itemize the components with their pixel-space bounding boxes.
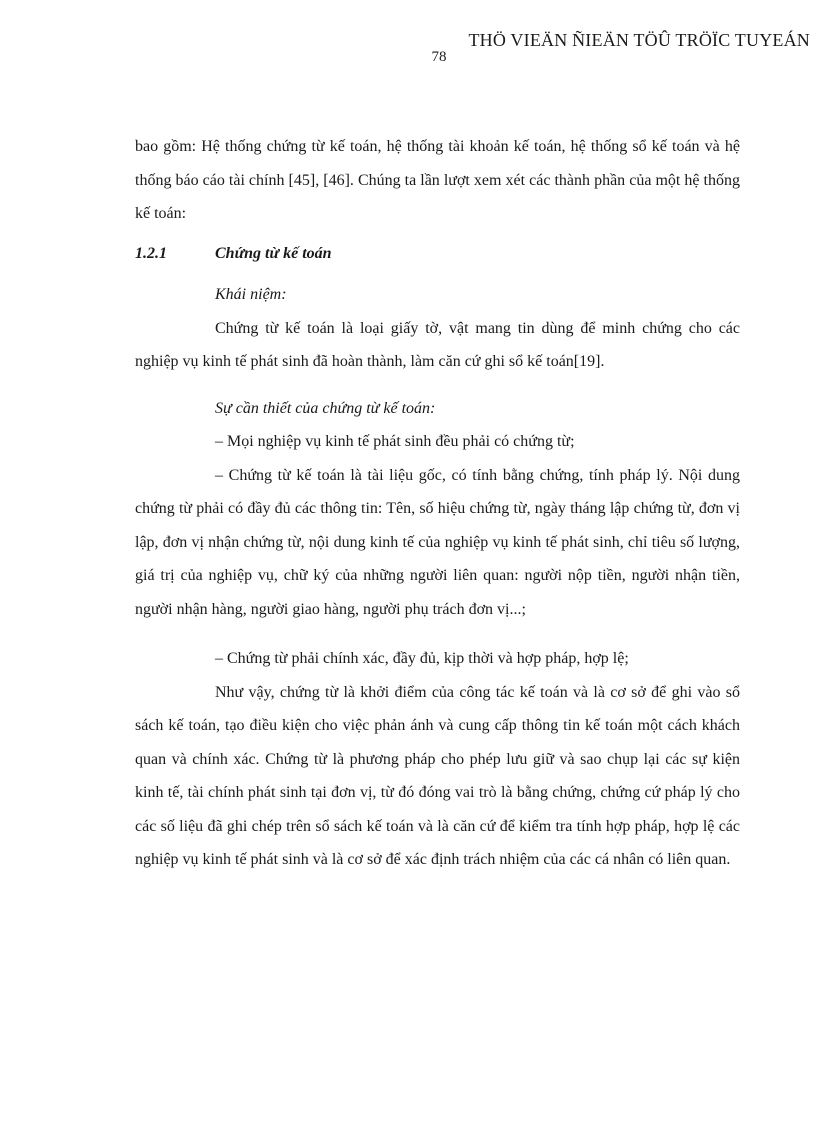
bullet-item: – Mọi nghiệp vụ kinh tế phát sinh đều phải có chứng từ;	[215, 433, 575, 450]
bullet-item: – Chứng từ kế toán là tài liệu gốc, có tính bằng chứng, tính pháp lý. Nội dung chứng từ phải có đầy đủ các thông tin: Tên, số hiệu chứng từ, ngày tháng lập chứng từ, đơn vị lập, đơn vị nhận chứng từ, nội dung kinh tế của nghiệp vụ kinh tế phát sinh, chỉ tiêu số lượng, giá trị của nghiệp vụ, chữ ký của những người liên quan: người nộp tiền, người nhận tiền, người nhận hàng, người giao hàng, người phụ trách đơn vị...;	[135, 466, 740, 618]
concept-label: Khái niệm:	[215, 286, 287, 303]
page-number: 78	[431, 49, 447, 65]
library-watermark: THÖ VIEÄN ÑIEÄN TÖÛ TRÖÏC TUYEÁN	[468, 30, 810, 50]
page-body	[135, 130, 740, 877]
section-title: Chứng từ kế toán	[215, 244, 332, 262]
section-number: 1.2.1	[135, 244, 167, 262]
section-heading	[135, 237, 740, 271]
necessity-label: Sự cần thiết của chứng từ kế toán:	[215, 399, 436, 417]
concept-paragraph: Chứng từ kế toán là loại giấy tờ, vật mang tin dùng để minh chứng cho các nghiệp vụ kinh tế phát sinh đã hoàn thành, làm căn cứ ghi sổ kế toán[19].	[135, 319, 740, 370]
bullet-item: – Chứng từ phải chính xác, đầy đủ, kịp thời và hợp pháp, hợp lệ;	[215, 650, 629, 667]
intro-paragraph: bao gồm: Hệ thống chứng từ kế toán, hệ thống tài khoản kế toán, hệ thống sổ kế toán và hệ thống báo cáo tài chính [45], [46]. Chúng ta lần lượt xem xét các thành phần của một hệ thống kế toán:	[135, 138, 740, 222]
conclusion-paragraph: Như vậy, chứng từ là khởi điểm của công tác kế toán và là cơ sở để ghi vào sổ sách kế toán, tạo điều kiện cho việc phản ánh và cung cấp thông tin kế toán một cách khách quan và chính xác. Chứng từ là phương pháp cho phép lưu giữ và sao chụp lại các sự kiện kinh tế, tài chính phát sinh tại đơn vị, từ đó đóng vai trò là bằng chứng, chứng cứ pháp lý cho các số liệu đã ghi chép trên sổ sách kế toán và là căn cứ để kiểm tra tính hợp pháp, hợp lệ các nghiệp vụ kinh tế phát sinh và là cơ sở để xác định trách nhiệm của các cá nhân có liên quan.	[135, 683, 740, 868]
